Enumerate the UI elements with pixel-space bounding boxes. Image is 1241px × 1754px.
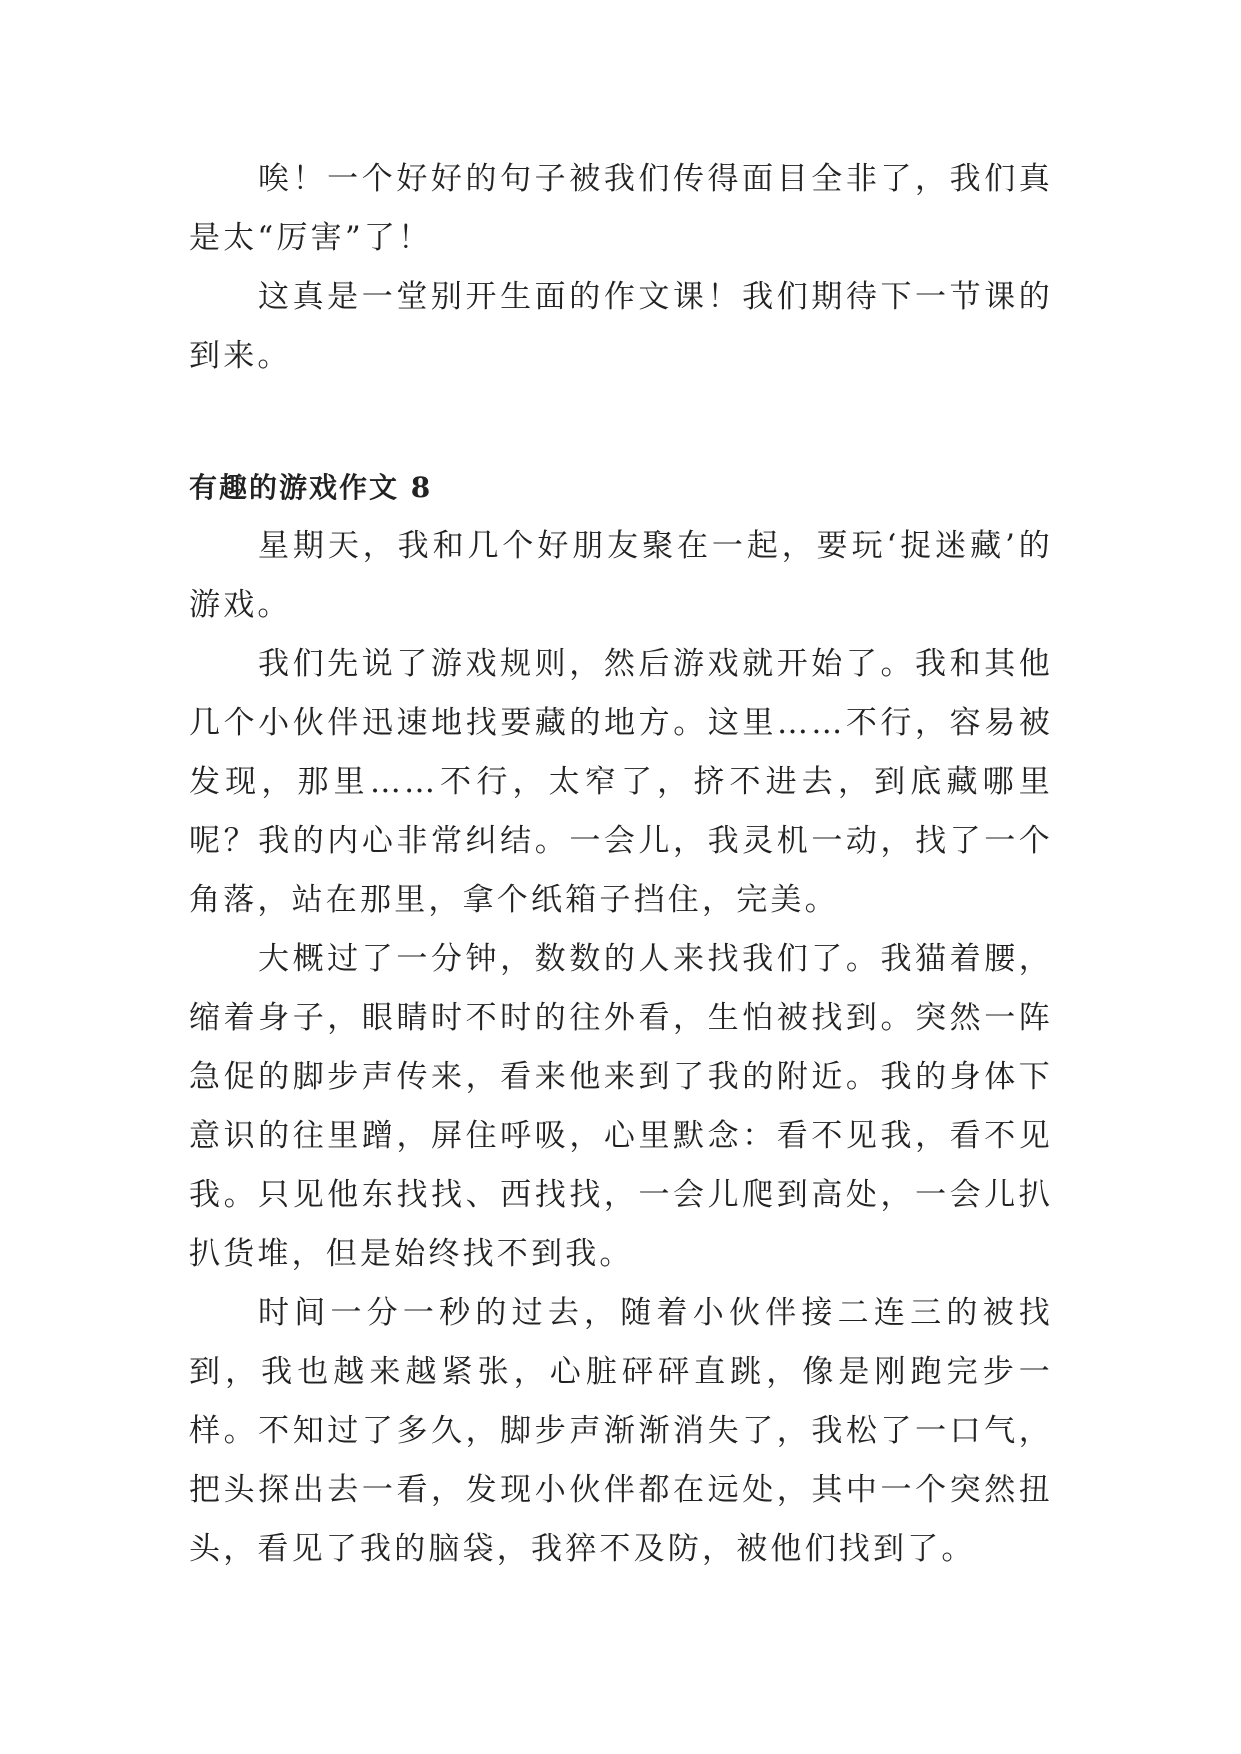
intro-paragraph-1: 唉！一个好好的句子被我们传得面目全非了，我们真是太“厉害”了！ bbox=[189, 161, 1053, 256]
essay-paragraph-2: 我们先说了游戏规则，然后游戏就开始了。我和其他几个小伙伴迅速地找要藏的地方。这里……不行，容易被发现，那里……不行，太窄了，挤不进去，到底藏哪里呢？我的内心非常纠结。一会儿，我灵机一动，找了一个角落，站在那里，拿个纸箱子挡住，完美。 bbox=[189, 646, 1053, 918]
section-gap bbox=[189, 386, 1053, 458]
intro-paragraph-2: 这真是一堂别开生面的作文课！我们期待下一节课的到来。 bbox=[189, 279, 1053, 374]
essay-paragraph-1: 星期天，我和几个好朋友聚在一起，要玩‘捉迷藏’的游戏。 bbox=[189, 528, 1053, 623]
document-page bbox=[189, 150, 1053, 1579]
essay-title: 有趣的游戏作文 8 bbox=[189, 471, 433, 504]
essay-paragraph-4: 时间一分一秒的过去，随着小伙伴接二连三的被找到，我也越来越紧张，心脏砰砰直跳，像是刚跑完步一样。不知过了多久，脚步声渐渐消失了，我松了一口气，把头探出去一看，发现小伙伴都在远处，其中一个突然扭头，看见了我的脑袋，我猝不及防，被他们找到了。 bbox=[189, 1295, 1053, 1567]
essay-paragraph-3: 大概过了一分钟，数数的人来找我们了。我猫着腰，缩着身子，眼睛时不时的往外看，生怕被找到。突然一阵急促的脚步声传来，看来他来到了我的附近。我的身体下意识的往里蹭，屏住呼吸，心里默念：看不见我，看不见我。只见他东找找、西找找，一会儿爬到高处，一会儿扒扒货堆，但是始终找不到我。 bbox=[189, 941, 1053, 1272]
